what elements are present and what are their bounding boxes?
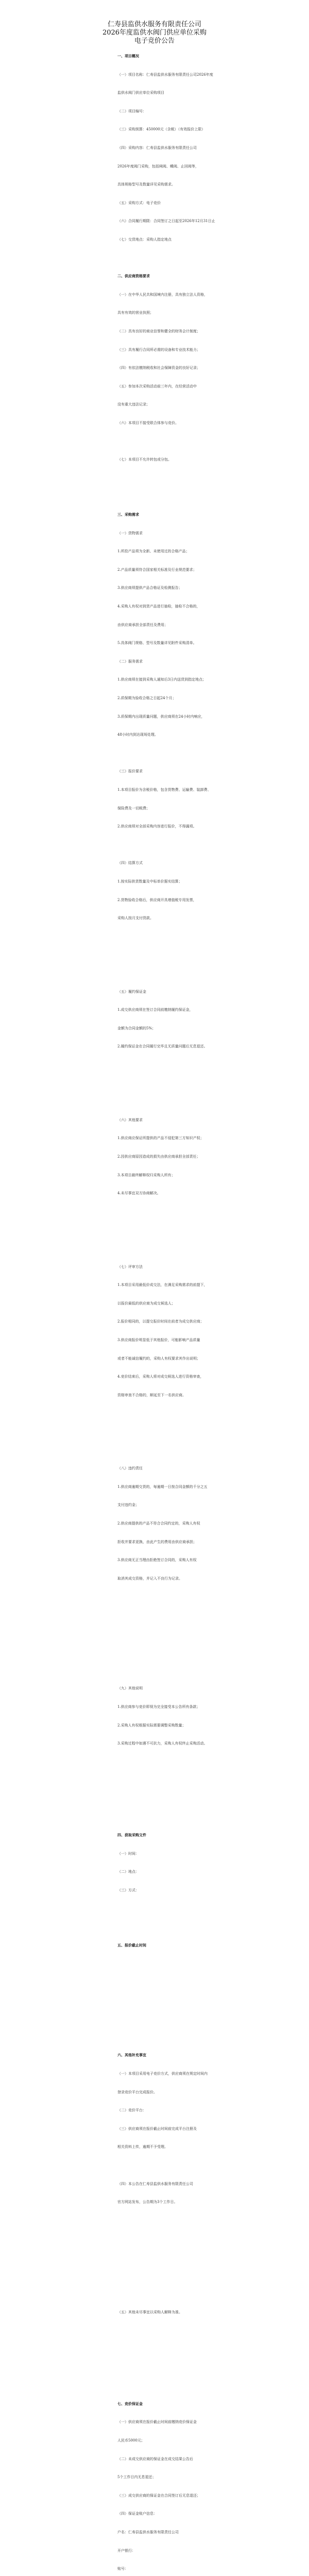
document-line: （一）项目名称：仁寿县监供水服务有限责任公司2026年度: [117, 72, 213, 77]
document-line: 拒收并要求更换，由此产生的费用由供应商承担；: [117, 1539, 197, 1544]
document-line: 2.报价相同的，以提交报价时间在前者为成交供应商；: [117, 1319, 204, 1324]
document-line: 1.供应商参与竞价即视为完全接受本公告所有条款；: [117, 1705, 200, 1709]
document-line: 具有有效的营业执照；: [117, 311, 153, 315]
document-line: 官方网站发布，公告期为3个工作日。: [117, 2200, 178, 2205]
document-line: 人民币5000元；: [117, 2438, 145, 2443]
document-line: 5个工作日内无息退还；: [117, 2475, 156, 2480]
document-line: 取消其成交资格，并记入不良行为记录。: [117, 1576, 182, 1581]
document-title-line-3: 电子竞价公告: [134, 37, 175, 45]
document-line: 3.供应商报价明显低于其他报价，可能影响产品质量: [117, 1338, 200, 1342]
document-line: 2.采购人有权根据实际需要调整采购数量；: [117, 1723, 186, 1727]
document-line: 1.供应商须在接到采购人通知后3日内送货到指定地点；: [117, 677, 207, 682]
document-line: 一、项目概况: [117, 54, 139, 58]
document-line: （九）其他说明: [117, 1686, 143, 1691]
document-line: （二）具有良好的商业信誉和健全的财务会计制度；: [117, 329, 200, 333]
document-line: 或者不能诚信履约的，采购人有权要求其作出说明；: [117, 1356, 200, 1361]
document-line: （二）地点：: [117, 1870, 139, 1874]
document-line: 1.本项目采用最低价成交法，在满足采购需求的前提下，: [117, 1283, 208, 1287]
document-line: （四）保证金账户信息：: [117, 2512, 157, 2516]
document-line: 三、采购需求: [117, 512, 139, 517]
document-line: （二）项目编号：: [117, 109, 146, 113]
document-line: 3.本项目最终解释权归采购人所有；: [117, 1173, 175, 1177]
document-line: （一）时间：: [117, 1851, 139, 1856]
document-line: （三）报价要求: [117, 769, 143, 774]
document-line: （四）本公告在仁寿县监供水服务有限责任公司: [117, 2181, 193, 2186]
document-line: 由供应商承担全部责任及费用；: [117, 622, 168, 627]
document-line: （五）采购方式：电子竞价: [117, 200, 161, 205]
document-line: 1.所投产品须为全新、未使用过的合格产品；: [117, 549, 190, 554]
document-line: 二、供应商资格要求: [117, 274, 150, 279]
document-line: 3.质保期内出现质量问题，供应商须在24小时内响应，: [117, 714, 205, 719]
document-line: 4.竞价结束后，采购人将对成交候选人进行资格审查，: [117, 1375, 204, 1379]
document-line: （七）评审方法: [117, 1264, 143, 1269]
document-line: 户名：仁寿县监供水服务有限责任公司: [117, 2530, 179, 2534]
document-line: 1.成交供应商须在签订合同前缴纳履约保证金，: [117, 1008, 193, 1012]
document-line: 四、获取采购文件: [117, 1833, 146, 1838]
document-line: 1.供应商逾期交货的，每逾期一日按合同金额的千分之五: [117, 1484, 208, 1489]
document-line: （一）在中华人民共和国境内注册，具有独立法人资格，: [117, 292, 208, 297]
document-line: 以报价最低的供应商为成交候选人；: [117, 1301, 175, 1306]
document-line: 2.因供应商原因造成的损失由供应商承担全部责任；: [117, 1155, 200, 1159]
document-line: 七、竞价保证金: [117, 2401, 143, 2406]
document-line: 相关资料上传，逾期不予受理。: [117, 2145, 168, 2149]
document-line: （七）交货地点：采购人指定地点: [117, 238, 171, 242]
document-line: （四）采购内容：仁寿县监供水服务有限责任公司: [117, 146, 197, 150]
document-line: 48小时内到达现场处理。: [117, 733, 158, 737]
document-line: （三）方式：: [117, 1888, 139, 1892]
document-line: （五）其他未尽事宜以采购人解释为准。: [117, 2310, 182, 2314]
document-line: 支付违约金；: [117, 1503, 139, 1507]
document-line: 2.质保期为验收合格之日起24个月；: [117, 696, 176, 700]
document-line: （四）有依法缴纳税收和社会保障资金的良好记录；: [117, 366, 200, 370]
document-line: 1.本项目报价为含税价格，包含货物费、运输费、装卸费、: [117, 788, 211, 792]
document-line: 1.按实际供货数量及中标单价据实结算；: [117, 879, 182, 884]
document-line: （三）供应商须在报价截止时间前完成平台注册及: [117, 2126, 197, 2131]
document-line: 3.供应商须提供产品合格证及检测报告；: [117, 586, 182, 590]
document-line: 金额为合同金额的5%；: [117, 1026, 156, 1030]
document-line: （一）供应商须在报价截止时间前缴纳竞价保证金: [117, 2420, 197, 2425]
document-line: （八）违约责任: [117, 1466, 143, 1471]
document-line: 3.供应商无正当理由拒绝签订合同的，采购人有权: [117, 1558, 197, 1563]
document-line: （三）采购预算：450000元（含税）（有效报价上限）: [117, 127, 205, 132]
document-line: 六、其他补充事宜: [117, 2053, 146, 2058]
document-line: （一）本项目采用电子竞价方式，供应商须在规定时间内: [117, 2072, 208, 2076]
document-line: 1.供应商应保证所提供的产品不侵犯第三方知识产权；: [117, 1136, 204, 1141]
document-line: 保险费及一切税费；: [117, 806, 150, 810]
document-title-line-2: 2026年度监供水阀门供应单位采购: [102, 29, 207, 37]
document-line: 5.具体阀门规格、型号及数量详见附件采购清单。: [117, 641, 197, 646]
document-line: 2026年度阀门采购，包括闸阀、蝶阀、止回阀等，: [117, 164, 199, 168]
document-line: （四）结算方式: [117, 861, 143, 866]
document-line: （二）未成交供应商的保证金在成交结果公告后: [117, 2456, 193, 2461]
document-line: 没有重大违法记录；: [117, 402, 150, 407]
document-title-line-1: 仁寿县监供水服务有限责任公司: [107, 21, 201, 28]
document-line: 4.未尽事宜双方协商解决。: [117, 1191, 161, 1196]
document-line: （二）竞价平台：: [117, 2108, 146, 2113]
document-line: （七）本项目不允许转包或分包。: [117, 457, 171, 462]
document-line: 3.采购过程中如遇不可抗力，采购人有权终止采购活动。: [117, 1741, 208, 1746]
document-line: （二）服务需求: [117, 659, 143, 664]
document-line: 监供水阀门供应单位采购项目: [117, 91, 164, 95]
document-line: （三）成交供应商的保证金在合同签订后无息退还；: [117, 2493, 200, 2498]
document-line: 2.货物验收合格后，供应商开具增值税专用发票，: [117, 897, 197, 902]
document-line: （五）履约保证金: [117, 989, 146, 994]
document-line: 五、报价截止时间: [117, 1942, 146, 1947]
document-line: 登录竞价平台完成报价。: [117, 2090, 157, 2094]
document-line: 具体规格型号及数量详见采购需求。: [117, 182, 175, 187]
document-line: 资格审查不合格的，顺延至下一名供应商。: [117, 1393, 186, 1397]
document-line: 2.履约保证金在合同履行完毕且无质量问题后无息退还。: [117, 1044, 208, 1049]
document-line: 采购人按月支付货款。: [117, 916, 153, 921]
document-line: 4.采购人有权对到货产品进行抽检，抽检不合格的，: [117, 604, 200, 608]
document-line: （六）合同履行期限：合同签订之日起至2026年12月31日止: [117, 219, 215, 224]
document-line: 2.产品质量须符合国家相关标准及行业规范要求；: [117, 567, 197, 572]
document-line: （六）本项目不接受联合体参与竞价。: [117, 421, 179, 425]
document-line: （六）其他要求: [117, 1117, 143, 1122]
document-line: 2.供应商须对全部采购内容进行报价，不得漏项。: [117, 824, 197, 829]
document-line: 开户银行：: [117, 2548, 135, 2553]
document-line: 账号：: [117, 2567, 128, 2571]
document-line: （一）货物需求: [117, 531, 143, 535]
document-line: 2.供应商提供的产品不符合合同约定的，采购人有权: [117, 1521, 200, 1526]
document-line: （三）具有履行合同所必需的设备和专业技术能力；: [117, 347, 200, 352]
document-line: （五）参加本次采购活动前三年内，在经营活动中: [117, 384, 197, 388]
